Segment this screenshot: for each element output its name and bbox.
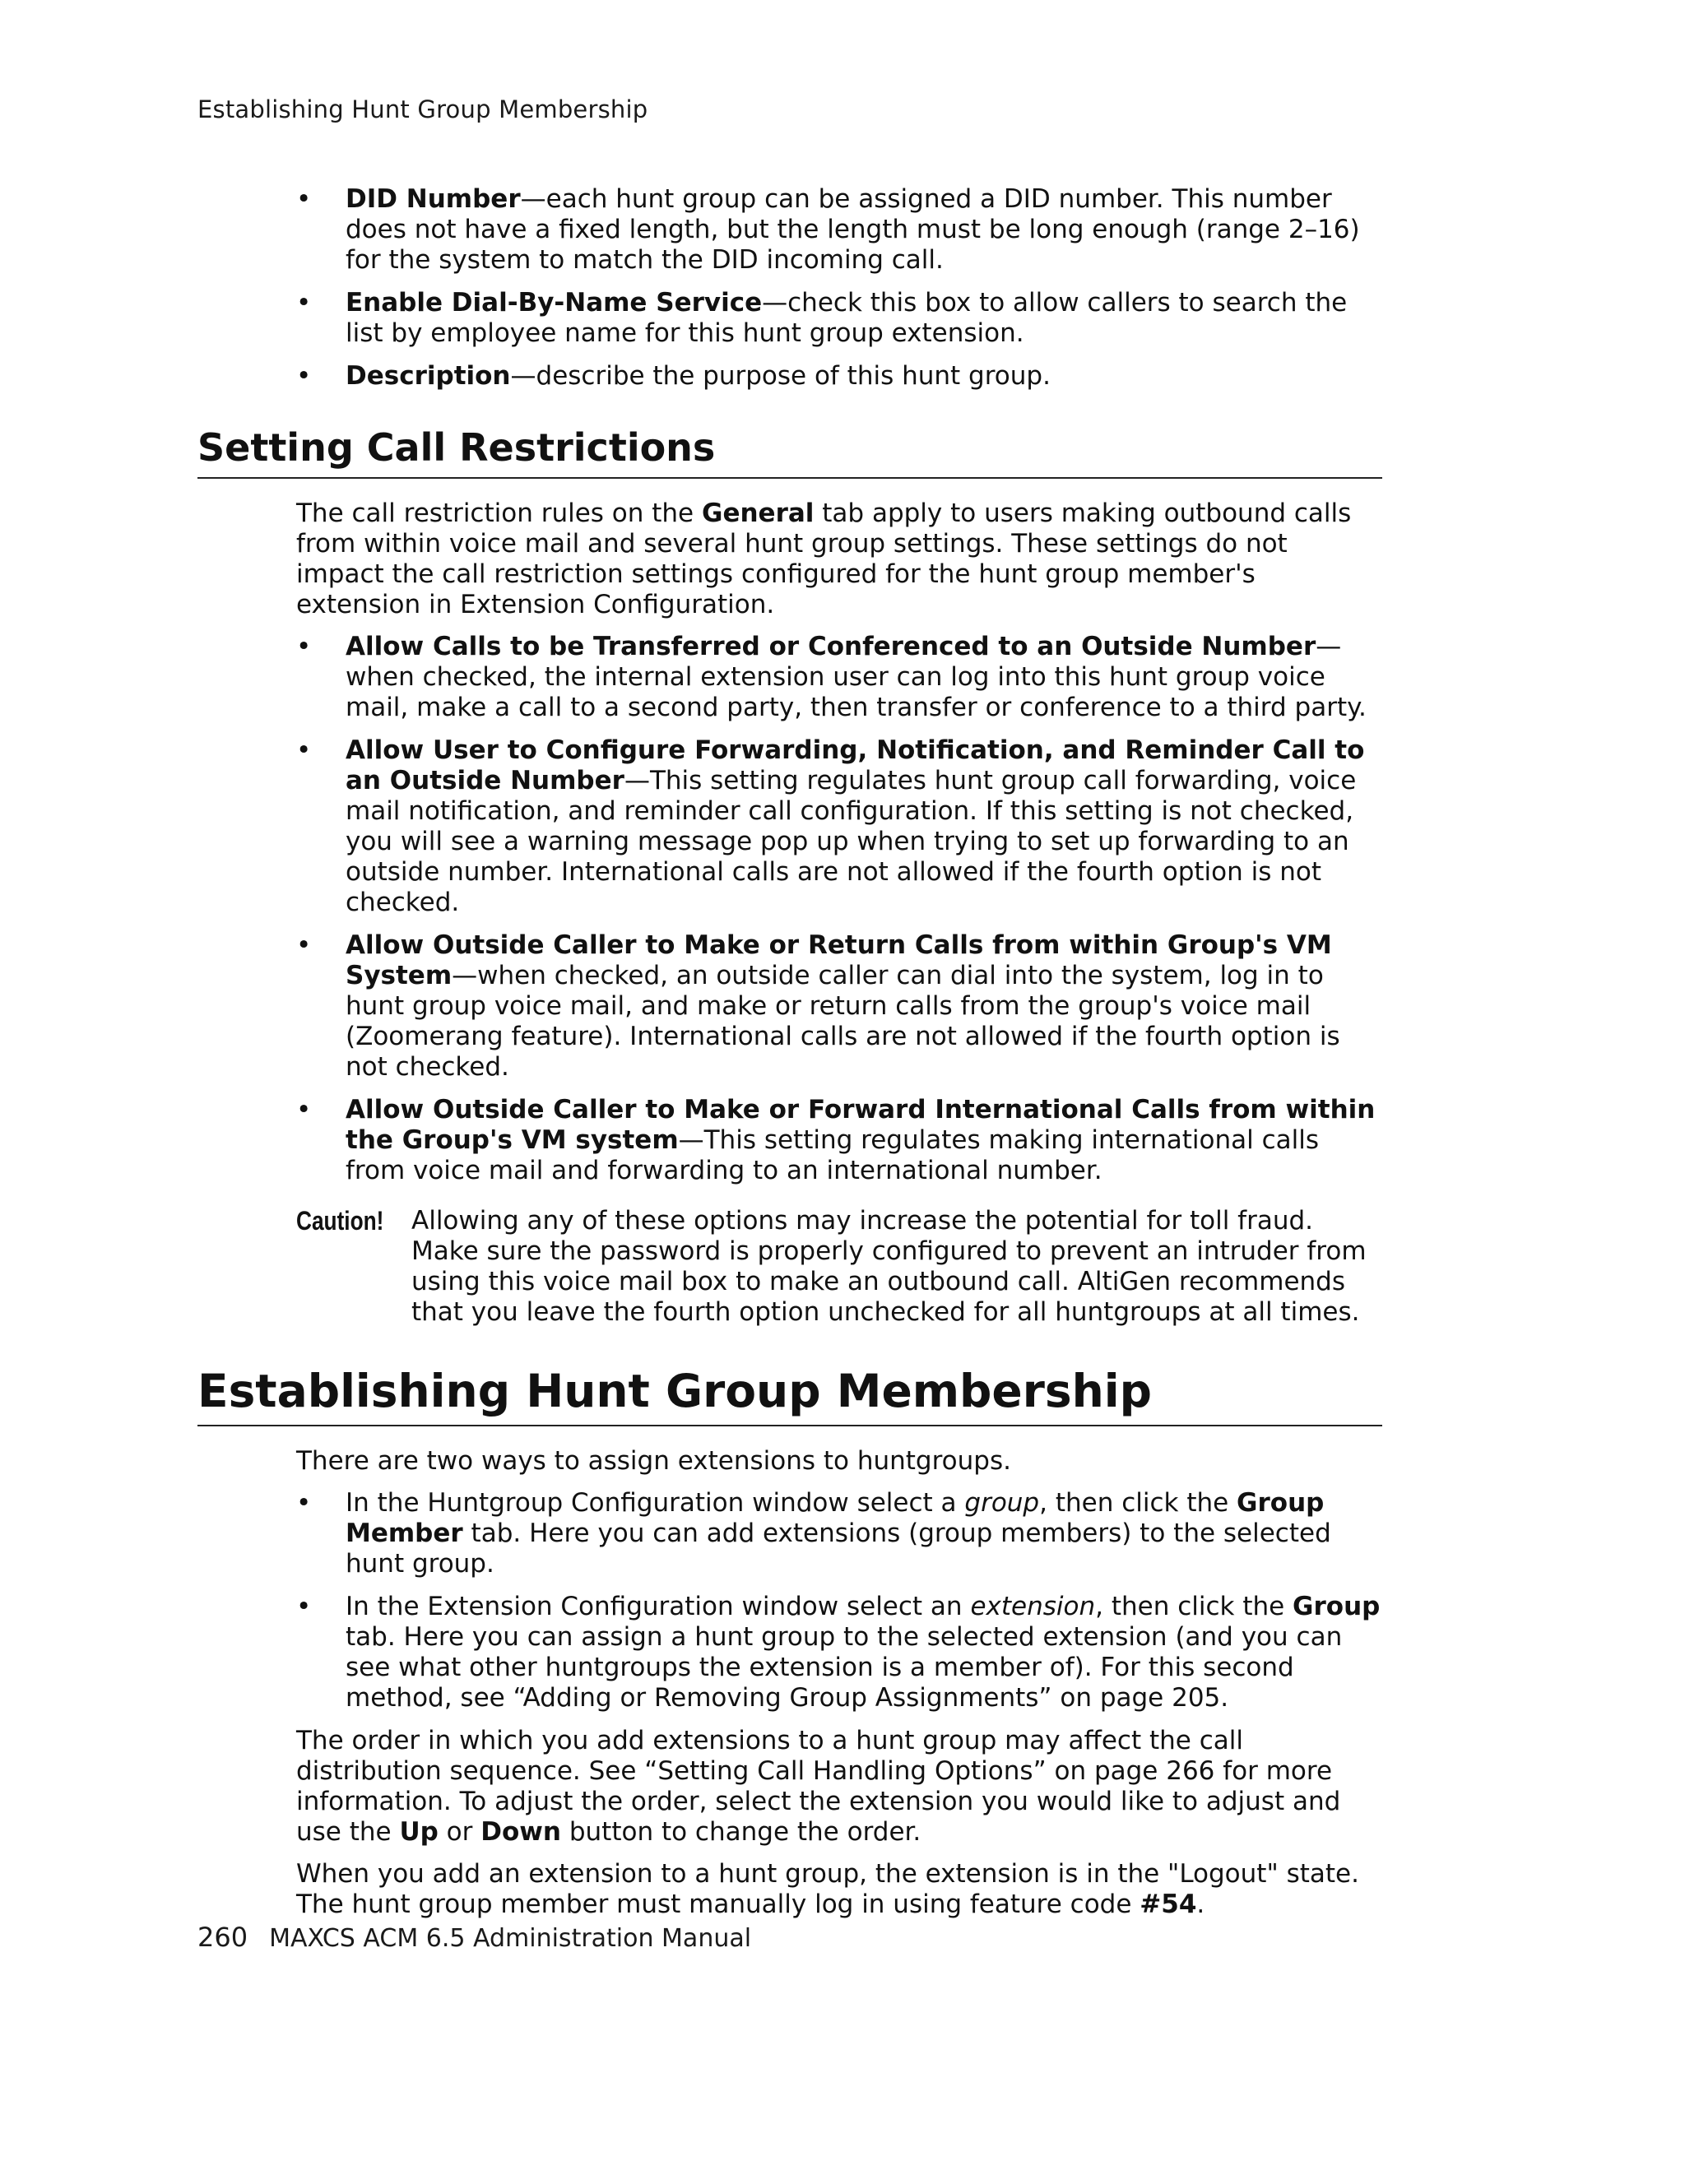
text-run: tab apply to users making outbound calls from within voice mail and several hunt group settings. These settings do not impact the call restriction settings configured for the hunt group member's extension in Extension Configuration. — [296, 498, 1352, 619]
em-dash: — — [762, 288, 788, 318]
term-dial-by-name: Enable Dial-By-Name Service — [346, 288, 763, 318]
logout-paragraph — [296, 1859, 1382, 1920]
em-dash: — — [1316, 632, 1342, 661]
caution-note — [296, 1206, 1382, 1328]
option-text: when checked, an outside caller can dial into the system, log in to hunt group voice mail, and make or return calls from the group's voice mail (Zoomerang feature). International calls are not allowed if the fourth option is not checked. — [346, 961, 1340, 1082]
section-heading-membership: Establishing Hunt Group Membership — [197, 1364, 1382, 1426]
running-header: Establishing Hunt Group Membership — [197, 95, 648, 123]
em-dash: — — [624, 766, 650, 795]
text-run: . — [1196, 1890, 1205, 1919]
bullet-dot: • — [296, 632, 312, 661]
list-item — [296, 1592, 1382, 1713]
text-run: tab. Here you can assign a hunt group to the selected extension (and you can see what other huntgroups the extension is a member of). For this second method, see “Adding or Removing Group Assignments” on page 205. — [346, 1622, 1343, 1713]
page-content — [197, 184, 1382, 1931]
bullet-dot: • — [296, 361, 312, 391]
list-item — [296, 930, 1382, 1083]
text-run: The order in which you add extensions to a hunt group may affect the call distribution sequence. See “Setting Call Handling Options” on page 266 for more information. To adjust the order, select the extension you would like to adjust and use the — [296, 1726, 1341, 1847]
caution-label: Caution! — [296, 1206, 384, 1236]
text-run: When you add an extension to a hunt group, the extension is in the "Logout" state. The hunt group member must manually log in using feature code — [296, 1859, 1359, 1919]
em-dash: — — [520, 184, 546, 214]
up-button-label: Up — [399, 1817, 439, 1847]
definition-text: check this box to allow callers to search the list by employee name for this hunt group extension. — [346, 288, 1348, 348]
bullet-dot: • — [296, 1488, 312, 1518]
membership-methods-list — [197, 1488, 1382, 1713]
option-text: when checked, the internal extension user can log into this hunt group voice mail, make a call to a second party, then transfer or conference to a third party. — [346, 662, 1367, 722]
list-item — [296, 632, 1382, 723]
list-item — [296, 288, 1382, 349]
option-term: Allow Calls to be Transferred or Conferenced to an Outside Number — [346, 632, 1316, 661]
bullet-dot: • — [296, 930, 312, 960]
text-run: The call restriction rules on the — [296, 498, 702, 528]
bullet-dot: • — [296, 735, 312, 765]
list-item — [296, 1095, 1382, 1186]
order-paragraph — [296, 1726, 1382, 1848]
option-term: Allow Outside Caller to Make or Forward International Calls from within the Group's VM system — [346, 1095, 1376, 1155]
manual-title: MAXCS ACM 6.5 Administration Manual — [269, 1924, 752, 1953]
feature-code: #54 — [1140, 1890, 1197, 1919]
list-item — [296, 735, 1382, 918]
group-tab-label: Group — [1293, 1592, 1381, 1621]
text-run: tab. Here you can add extensions (group members) to the selected hunt group. — [346, 1519, 1331, 1579]
text-run: , then click the — [1039, 1488, 1237, 1518]
text-run: In the Extension Configuration window select an — [346, 1592, 971, 1621]
option-term: Allow User to Configure Forwarding, Notification, and Reminder Call to an Outside Number — [346, 735, 1365, 795]
down-button-label: Down — [480, 1817, 561, 1847]
bullet-dot: • — [296, 288, 312, 318]
page-footer — [197, 1922, 751, 1953]
call-restrictions-intro — [296, 498, 1382, 620]
option-text: This setting regulates making international calls from voice mail and forwarding to an international number. — [346, 1125, 1319, 1185]
text-run: or — [438, 1817, 481, 1847]
term-did-number: DID Number — [346, 184, 521, 214]
text-run: , then click the — [1095, 1592, 1293, 1621]
page-number: 260 — [197, 1922, 248, 1953]
section-heading-call-restrictions: Setting Call Restrictions — [197, 424, 1382, 479]
general-tab-label: General — [702, 498, 815, 528]
intro-bullet-list — [197, 184, 1382, 392]
list-item — [296, 1488, 1382, 1579]
list-item — [296, 361, 1382, 392]
em-dash: — — [678, 1125, 704, 1155]
membership-intro: There are two ways to assign extensions to huntgroups. — [296, 1446, 1011, 1476]
em-dash: — — [510, 361, 536, 391]
call-restrictions-list — [197, 632, 1382, 1186]
group-member-tab-label: Group Member — [346, 1488, 1325, 1548]
bullet-dot: • — [296, 1592, 312, 1621]
list-item — [296, 184, 1382, 276]
option-text: This setting regulates hunt group call forwarding, voice mail notification, and reminder call configuration. If this setting is not checked, you will see a warning message pop up when trying to set up forwarding to an outside number. International calls are not allowed if the fourth option is not checked. — [346, 766, 1357, 917]
term-description: Description — [346, 361, 511, 391]
option-term: Allow Outside Caller to Make or Return Calls from within Group's VM System — [346, 930, 1332, 990]
definition-text: each hunt group can be assigned a DID number. This number does not have a fixed length, but the length must be long enough (range 2–16) for the system to match the DID incoming call. — [346, 184, 1360, 275]
bullet-dot: • — [296, 1095, 312, 1124]
em-dash: — — [452, 961, 478, 990]
italic-term: group — [964, 1488, 1040, 1518]
definition-text: describe the purpose of this hunt group. — [536, 361, 1051, 391]
text-run: button to change the order. — [561, 1817, 921, 1847]
italic-term: extension — [970, 1592, 1096, 1621]
text-run: In the Huntgroup Configuration window select a — [346, 1488, 965, 1518]
caution-text: Allowing any of these options may increase the potential for toll fraud. Make sure the password is properly configured to prevent an intruder from using this voice mail box to make an outbound call. AltiGen recommends that you leave the fourth option unchecked for all huntgroups at all times. — [411, 1206, 1367, 1327]
bullet-dot: • — [296, 184, 312, 214]
